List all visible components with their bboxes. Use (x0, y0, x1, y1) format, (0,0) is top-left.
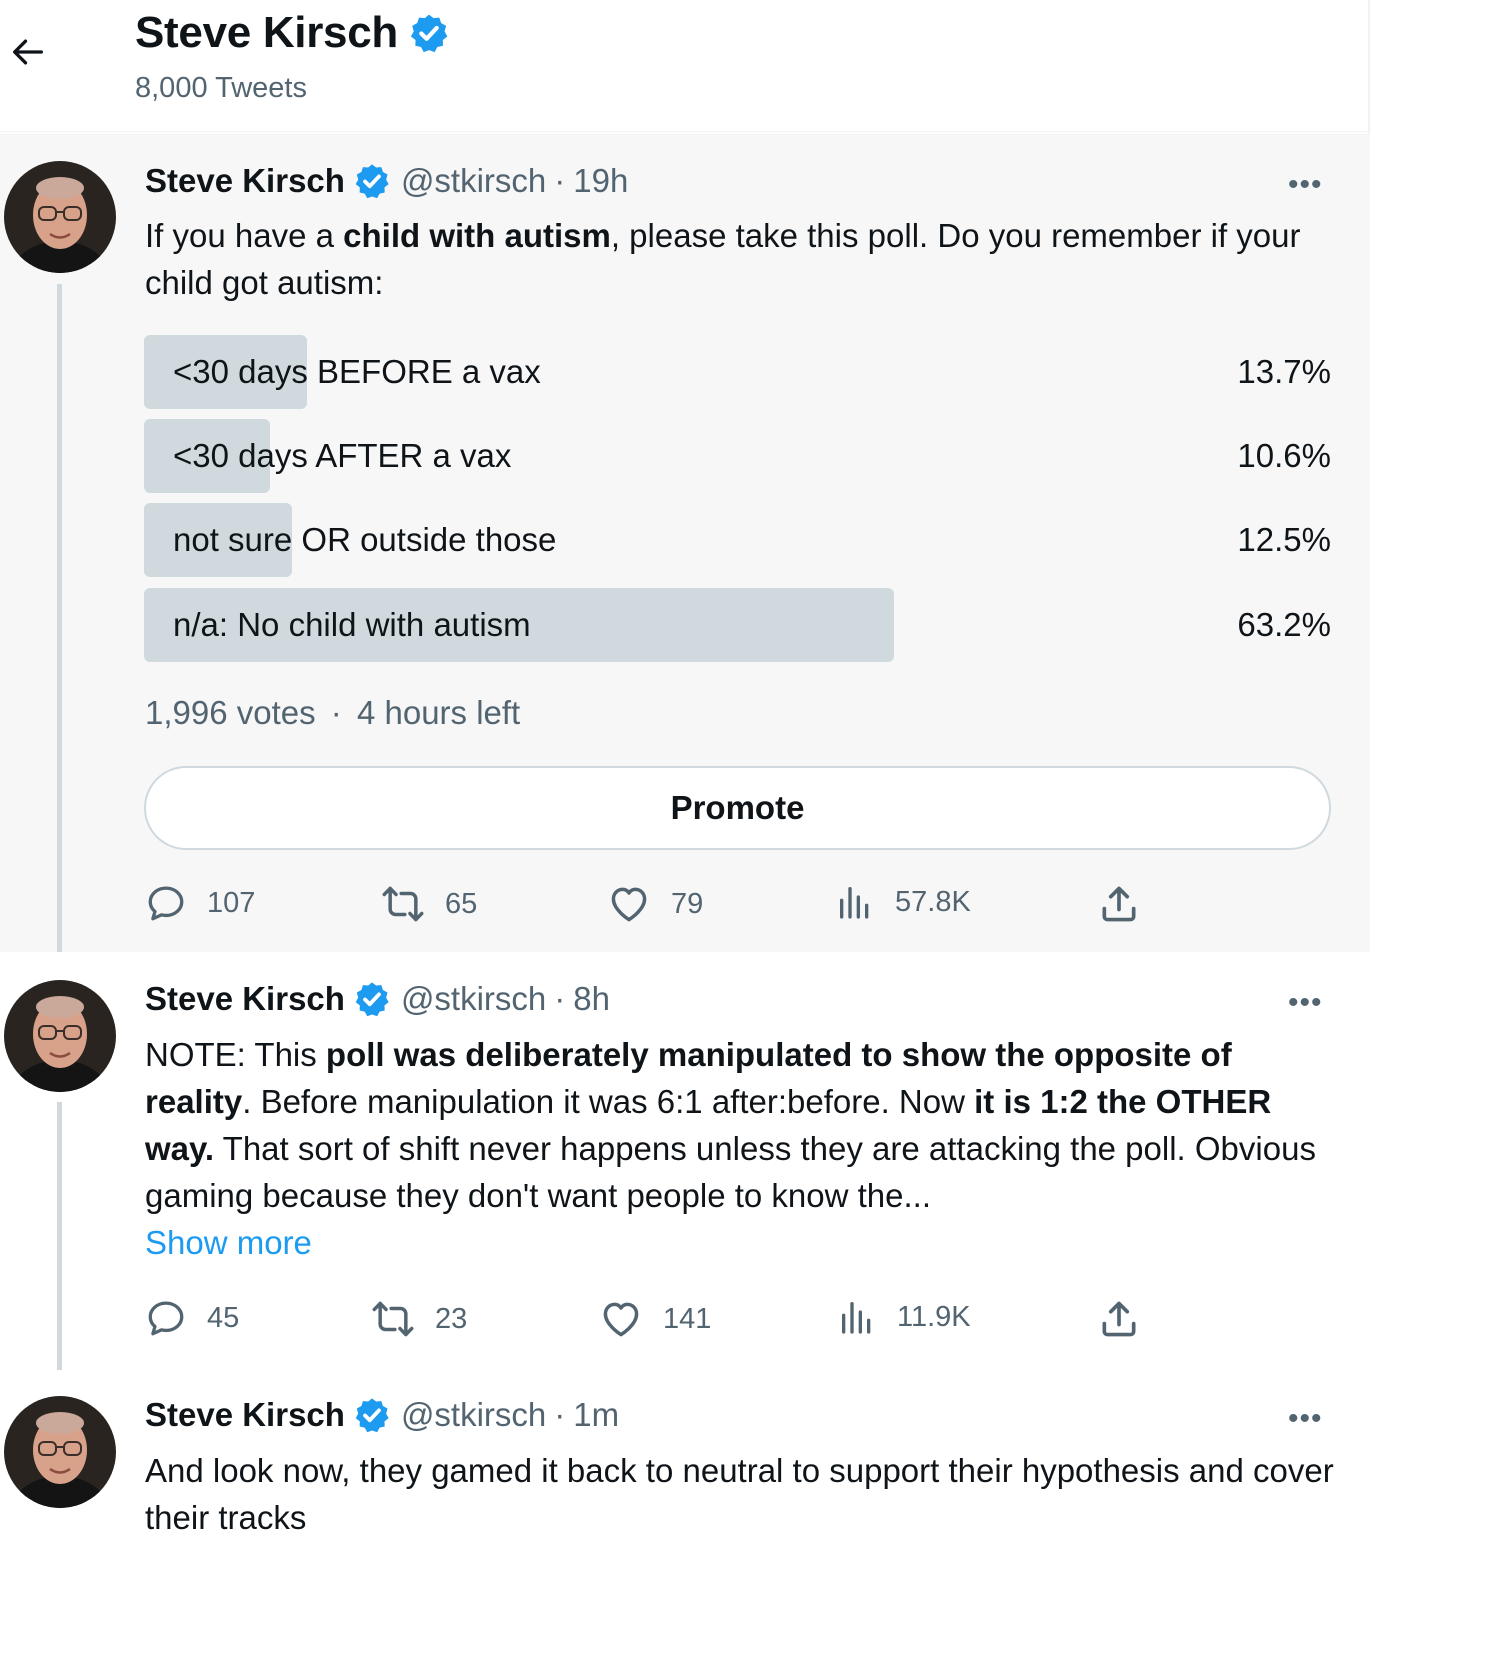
separator-dot: · (554, 980, 566, 1017)
tweet-header (145, 1396, 619, 1434)
verified-badge-icon (353, 980, 391, 1018)
poll-option (144, 588, 1331, 662)
thread-line (57, 1102, 62, 1388)
poll-option-label: <30 days AFTER a vax (173, 437, 512, 474)
avatar[interactable] (4, 1396, 116, 1508)
author-handle[interactable]: @stkirsch (400, 1396, 547, 1433)
retweet-count: 23 (435, 1302, 468, 1335)
tweet-time[interactable]: 19h (573, 162, 629, 199)
back-button[interactable] (6, 30, 50, 74)
share-icon (1097, 1297, 1141, 1341)
text-run-bold: poll was deliberately manipulated to show the opposite of reality (145, 1036, 1232, 1120)
like-count: 141 (663, 1302, 712, 1335)
tweet[interactable] (0, 134, 1370, 952)
separator-dot: · (330, 694, 342, 731)
header-name: Steve Kirsch (135, 8, 398, 57)
more-options-icon[interactable]: ••• (1288, 986, 1323, 1019)
reply-icon (145, 1297, 187, 1339)
tweet-count: 8,000 Tweets (135, 72, 307, 104)
text-run: If you have a (145, 217, 344, 254)
tweet-time[interactable]: 8h (573, 980, 610, 1017)
author-handle[interactable]: @stkirsch (400, 162, 547, 199)
tweet-header (145, 980, 610, 1018)
show-more-link[interactable]: Show more (145, 1224, 312, 1261)
retweet-button[interactable] (371, 1297, 467, 1341)
tweet-text: And look now, they gamed it back to neutral to support their hypothesis and cover their tracks (145, 1452, 1334, 1536)
separator-dot: · (554, 1396, 566, 1433)
poll-time-left: 4 hours left (356, 694, 521, 731)
text-run-bold: it is 1:2 the OTHER way. (145, 1083, 1272, 1167)
tweet-time[interactable]: 1m (573, 1396, 620, 1433)
thread-line (57, 284, 62, 970)
author-name[interactable]: Steve Kirsch (145, 1396, 345, 1433)
share-button[interactable] (1097, 1297, 1141, 1341)
avatar[interactable] (4, 980, 116, 1092)
share-button[interactable] (1097, 882, 1141, 926)
author-name[interactable]: Steve Kirsch (145, 162, 345, 199)
retweet-count: 65 (445, 887, 478, 920)
author-name[interactable]: Steve Kirsch (145, 980, 345, 1017)
like-button[interactable] (599, 1297, 711, 1341)
poll-option-label: not sure OR outside those (173, 521, 557, 558)
heart-icon (607, 882, 651, 926)
poll-option-label: <30 days BEFORE a vax (173, 353, 541, 390)
view-count: 11.9K (897, 1300, 971, 1333)
views-button[interactable] (837, 1297, 971, 1337)
reply-button[interactable] (145, 1297, 239, 1339)
poll-option-percent: 10.6% (1237, 437, 1331, 474)
separator-dot: · (554, 162, 566, 199)
poll-option-label: n/a: No child with autism (173, 606, 531, 643)
poll-meta (145, 694, 520, 732)
tweet-actions (145, 1297, 1145, 1341)
poll-option-percent: 63.2% (1237, 606, 1331, 643)
views-button[interactable] (835, 882, 971, 922)
retweet-icon (371, 1297, 415, 1341)
heart-icon (599, 1297, 643, 1341)
profile-header (0, 0, 1370, 132)
verified-badge-icon (408, 12, 450, 54)
view-count: 57.8K (895, 885, 971, 918)
reply-icon (145, 882, 187, 924)
reply-count: 45 (207, 1301, 240, 1334)
text-run: That sort of shift never happens unless they are attacking the poll. Obvious gaming because they don't want people to know the... (145, 1130, 1316, 1214)
tweet-text (145, 1031, 1335, 1266)
tweet-text (145, 212, 1335, 306)
retweet-button[interactable] (381, 882, 477, 926)
reply-button[interactable] (145, 882, 255, 924)
text-run: . Before manipulation it was 6:1 after:before. Now (242, 1083, 975, 1120)
avatar[interactable] (4, 161, 116, 273)
text-run: , please take this poll. Do you remember if your child got autism: (145, 217, 1301, 301)
arrow-left-icon (8, 32, 48, 72)
poll-option-percent: 13.7% (1237, 353, 1331, 390)
tweet-header (145, 162, 628, 200)
retweet-icon (381, 882, 425, 926)
poll-votes: 1,996 votes (145, 694, 316, 731)
poll-option (144, 335, 1331, 409)
more-options-icon[interactable]: ••• (1288, 168, 1323, 201)
like-button[interactable] (607, 882, 703, 926)
text-run: NOTE: This (145, 1036, 326, 1073)
more-options-icon[interactable]: ••• (1288, 1402, 1323, 1435)
views-chart-icon (835, 882, 875, 922)
verified-badge-icon (353, 1396, 391, 1434)
text-run-bold: child with autism (343, 217, 611, 254)
poll-option (144, 419, 1331, 493)
poll-option (144, 503, 1331, 577)
tweet-actions (145, 882, 1145, 926)
share-icon (1097, 882, 1141, 926)
author-handle[interactable]: @stkirsch (400, 980, 547, 1017)
header-title-row (135, 8, 450, 58)
poll-option-percent: 12.5% (1237, 521, 1331, 558)
tweet[interactable] (0, 1370, 1370, 1672)
views-chart-icon (837, 1297, 877, 1337)
reply-count: 107 (207, 886, 256, 919)
tweet[interactable] (0, 952, 1370, 1370)
promote-button[interactable]: Promote (144, 766, 1331, 850)
like-count: 79 (671, 887, 704, 920)
verified-badge-icon (353, 162, 391, 200)
